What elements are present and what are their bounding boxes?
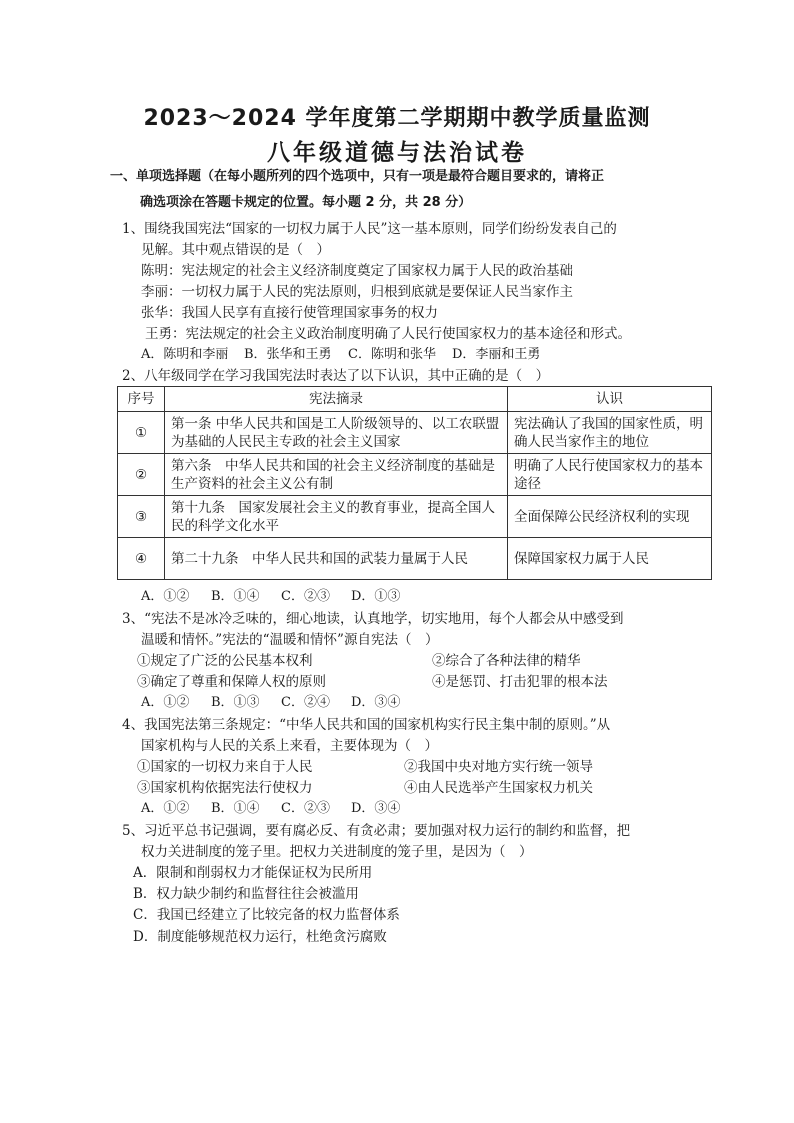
section-heading-line1: 一、单项选择题（在每小题所列的四个选项中，只有一项是最符合题目要求的，请将正 — [110, 169, 605, 184]
table-row — [118, 454, 712, 496]
q2-stem: 2、八年级同学在学习我国宪法时表达了以下认识，其中正确的是（ ） — [122, 368, 550, 384]
q1-view-chenming: 陈明：宪法规定的社会主义经济制度奠定了国家权力属于人民的政治基础 — [141, 263, 573, 279]
q4-option-b: B．①④ — [211, 801, 260, 816]
row-view: 明确了人民行使国家权力的基本途径 — [508, 454, 712, 496]
q1-options — [141, 346, 540, 364]
q5-stem-line1: 5、习近平总书记强调，要有腐必反、有贪必肃；要加强对权力运行的制约和监督，把 — [122, 823, 631, 839]
q3-item-3: ③确定了尊重和保障人权的原则 — [137, 674, 326, 690]
row-excerpt: 第六条 中华人民共和国的社会主义经济制度的基础是生产资料的社会主义公有制 — [165, 454, 508, 496]
q5-stem-line2: 权力关进制度的笼子里。把权力关进制度的笼子里，是因为（ ） — [141, 844, 533, 860]
q4-item-4: ④由人民选举产生国家权力机关 — [404, 780, 593, 796]
q1-view-wangyong: 王勇：宪法规定的社会主义政治制度明确了人民行使国家权力的基本途径和形式。 — [145, 326, 631, 342]
q1-stem-line2: 见解。其中观点错误的是（ ） — [141, 242, 330, 258]
row-view: 保障国家权力属于人民 — [508, 538, 712, 580]
constitution-table — [117, 386, 712, 580]
q5-option-c: C．我国已经建立了比较完备的权力监督体系 — [133, 907, 400, 923]
q2-option-d: D．①③ — [351, 589, 401, 604]
q4-option-c: C．②③ — [281, 801, 330, 816]
q4-stem-line2: 国家机构与人民的关系上来看，主要体现为（ ） — [141, 738, 438, 754]
q4-option-a: A．①② — [141, 801, 190, 816]
row-number: ④ — [118, 538, 165, 580]
table-row — [118, 412, 712, 454]
table-header-view: 认识 — [508, 387, 712, 412]
q1-option-d: D．李丽和王勇 — [452, 347, 541, 362]
q3-stem-line1: 3、“宪法不是冰冷乏味的，细心地读，认真地学，切实地用，每个人都会从中感受到 — [122, 611, 624, 627]
row-excerpt: 第一条 中华人民共和国是工人阶级领导的、以工农联盟为基础的人民民主专政的社会主义国家 — [165, 412, 508, 454]
q4-item-2: ②我国中央对地方实行统一领导 — [404, 759, 593, 775]
q1-stem-line1: 1、围绕我国宪法“国家的一切权力属于人民”这一基本原则，同学们纷纷发表自己的 — [122, 221, 617, 237]
q5-option-a: A．限制和削弱权力才能保证权为民所用 — [133, 865, 373, 881]
q3-item-2: ②综合了各种法律的精华 — [432, 653, 581, 669]
q1-view-lili: 李丽：一切权力属于人民的宪法原则，归根到底就是要保证人民当家作主 — [141, 284, 573, 300]
q2-option-b: B．①④ — [211, 589, 260, 604]
table-header-excerpt: 宪法摘录 — [165, 387, 508, 412]
row-view: 全面保障公民经济权利的实现 — [508, 496, 712, 538]
row-view: 宪法确认了我国的国家性质，明确人民当家作主的地位 — [508, 412, 712, 454]
exam-title: 2023～2024 学年度第二学期期中教学质量监测 — [143, 106, 651, 131]
q3-stem-line2: 温暖和情怀。”宪法的“温暖和情怀”源自宪法（ ） — [141, 632, 439, 648]
q3-item-4: ④是惩罚、打击犯罪的根本法 — [432, 674, 608, 690]
q3-option-c: C．②④ — [281, 695, 330, 710]
table-header-number: 序号 — [118, 387, 165, 412]
q1-view-zhanghua: 张华：我国人民享有直接行使管理国家事务的权力 — [141, 305, 438, 321]
q4-options — [141, 800, 400, 818]
q3-option-b: B．①③ — [211, 695, 260, 710]
q3-option-d: D．③④ — [351, 695, 401, 710]
q1-option-a: A．陈明和李丽 — [141, 347, 229, 362]
row-number: ① — [118, 412, 165, 454]
row-number: ③ — [118, 496, 165, 538]
q2-option-a: A．①② — [141, 589, 190, 604]
exam-subtitle: 八年级道德与法治试卷 — [267, 140, 527, 166]
q1-option-c: C．陈明和张华 — [348, 347, 436, 362]
q2-option-c: C．②③ — [281, 589, 330, 604]
q3-item-1: ①规定了广泛的公民基本权利 — [137, 653, 313, 669]
section-heading-line2: 确选项涂在答题卡规定的位置。每小题 2 分，共 28 分） — [140, 195, 472, 210]
q5-option-b: B．权力缺少制约和监督往往会被滥用 — [133, 886, 359, 902]
q4-option-d: D．③④ — [351, 801, 401, 816]
q3-option-a: A．①② — [141, 695, 190, 710]
q5-option-d: D．制度能够规范权力运行，杜绝贪污腐败 — [133, 929, 387, 945]
q3-options — [141, 694, 400, 712]
q4-item-3: ③国家机构依据宪法行使权力 — [137, 780, 313, 796]
q2-options — [141, 588, 400, 606]
q1-option-b: B．张华和王勇 — [244, 347, 332, 362]
table-row — [118, 538, 712, 580]
row-number: ② — [118, 454, 165, 496]
table-row — [118, 496, 712, 538]
q4-item-1: ①国家的一切权力来自于人民 — [137, 759, 313, 775]
row-excerpt: 第十九条 国家发展社会主义的教育事业，提高全国人民的科学文化水平 — [165, 496, 508, 538]
row-excerpt: 第二十九条 中华人民共和国的武装力量属于人民 — [165, 538, 508, 580]
q4-stem-line1: 4、我国宪法第三条规定：“中华人民共和国的国家机构实行民主集中制的原则。”从 — [122, 717, 611, 733]
